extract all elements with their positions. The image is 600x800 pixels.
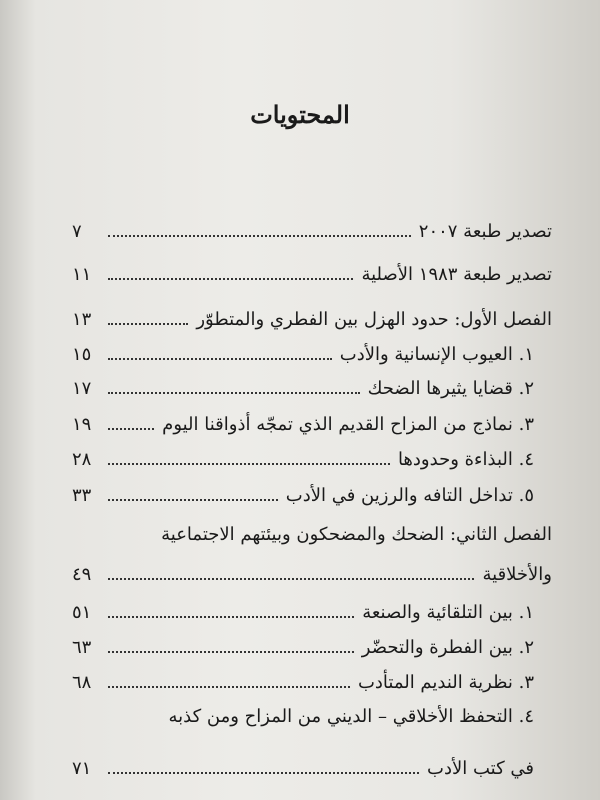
leader-dots xyxy=(108,685,350,688)
toc-entry xyxy=(72,398,552,436)
toc-entry-page: ١٧ xyxy=(72,378,92,400)
leader-dots xyxy=(108,650,354,653)
toc-entry-page: ٦٨ xyxy=(72,672,92,694)
leader-dots xyxy=(108,427,154,430)
toc-entry-page: ٧ xyxy=(72,221,82,243)
toc-entry-label: ٣. نظرية النديم المتأدب xyxy=(357,672,534,694)
toc-entry-page: ١٩ xyxy=(72,414,92,436)
toc-entry xyxy=(72,362,552,400)
leader-dots xyxy=(108,462,390,465)
toc-entry-label: في كتب الأدب xyxy=(427,758,534,780)
toc-entry xyxy=(72,586,552,624)
leader-dots xyxy=(108,322,188,325)
toc-entry-page: ١٣ xyxy=(72,309,92,331)
toc-entry-label: تصدير طبعة ١٩٨٣ الأصلية xyxy=(361,264,552,286)
toc-entry xyxy=(72,205,552,243)
toc-entry-label: ٢. قضايا يثيرها الضحك xyxy=(367,378,534,400)
toc-entry-label: ١. بين التلقائية والصنعة xyxy=(362,602,534,624)
toc-entry xyxy=(72,742,552,780)
leader-dots xyxy=(108,771,419,774)
toc-chapter-entry xyxy=(72,548,552,586)
toc-entry-label: والأخلاقية xyxy=(482,564,552,586)
toc-entry-page: ٧١ xyxy=(72,758,92,780)
toc-entry xyxy=(72,656,552,694)
toc-entry-label: ٤. البذاءة وحدودها xyxy=(397,449,534,471)
toc-entry-page: ١٥ xyxy=(72,344,92,366)
toc-entry-page: ٢٨ xyxy=(72,449,92,471)
toc-entry-label: الفصل الأول: حدود الهزل بين الفطري والمتطوّر xyxy=(196,309,552,331)
toc-entry-page: ٣٣ xyxy=(72,485,92,507)
toc-entry-page: ٤٩ xyxy=(72,564,92,586)
toc-entry xyxy=(72,328,552,366)
toc-entry xyxy=(72,469,552,507)
leader-dots xyxy=(108,234,411,237)
toc-entry xyxy=(72,433,552,471)
page-title: المحتويات xyxy=(250,100,350,129)
toc-entry-page: ٦٣ xyxy=(72,637,92,659)
leader-dots xyxy=(108,615,354,618)
toc-entry-label: ٢. بين الفطرة والتحضّر xyxy=(361,637,534,659)
toc-chapter-entry xyxy=(72,293,552,331)
leader-dots xyxy=(108,277,353,280)
toc-chapter-label-line: الفصل الثاني: الضحك والمضحكون وبيئتهم الاجتماعية xyxy=(161,524,552,545)
leader-dots xyxy=(108,498,278,501)
toc-entry-page: ٥١ xyxy=(72,602,92,624)
toc-entry-label: ١. العيوب الإنسانية والأدب xyxy=(339,344,534,366)
toc-entry-label: ٥. تداخل التافه والرزين في الأدب xyxy=(285,485,534,507)
leader-dots xyxy=(108,391,360,394)
leader-dots xyxy=(108,577,474,580)
toc-entry-page: ١١ xyxy=(72,264,92,286)
toc-entry-label: ٣. نماذج من المزاح القديم الذي تمجّه أذواقنا اليوم xyxy=(162,414,534,436)
toc-entry-label-line: ٤. التحفظ الأخلاقي – الديني من المزاح ومن كذبه xyxy=(168,706,534,727)
toc-entry xyxy=(72,621,552,659)
leader-dots xyxy=(108,357,332,360)
toc-entry xyxy=(72,248,552,286)
toc-entry-label: تصدير طبعة ٢٠٠٧ xyxy=(418,221,552,243)
